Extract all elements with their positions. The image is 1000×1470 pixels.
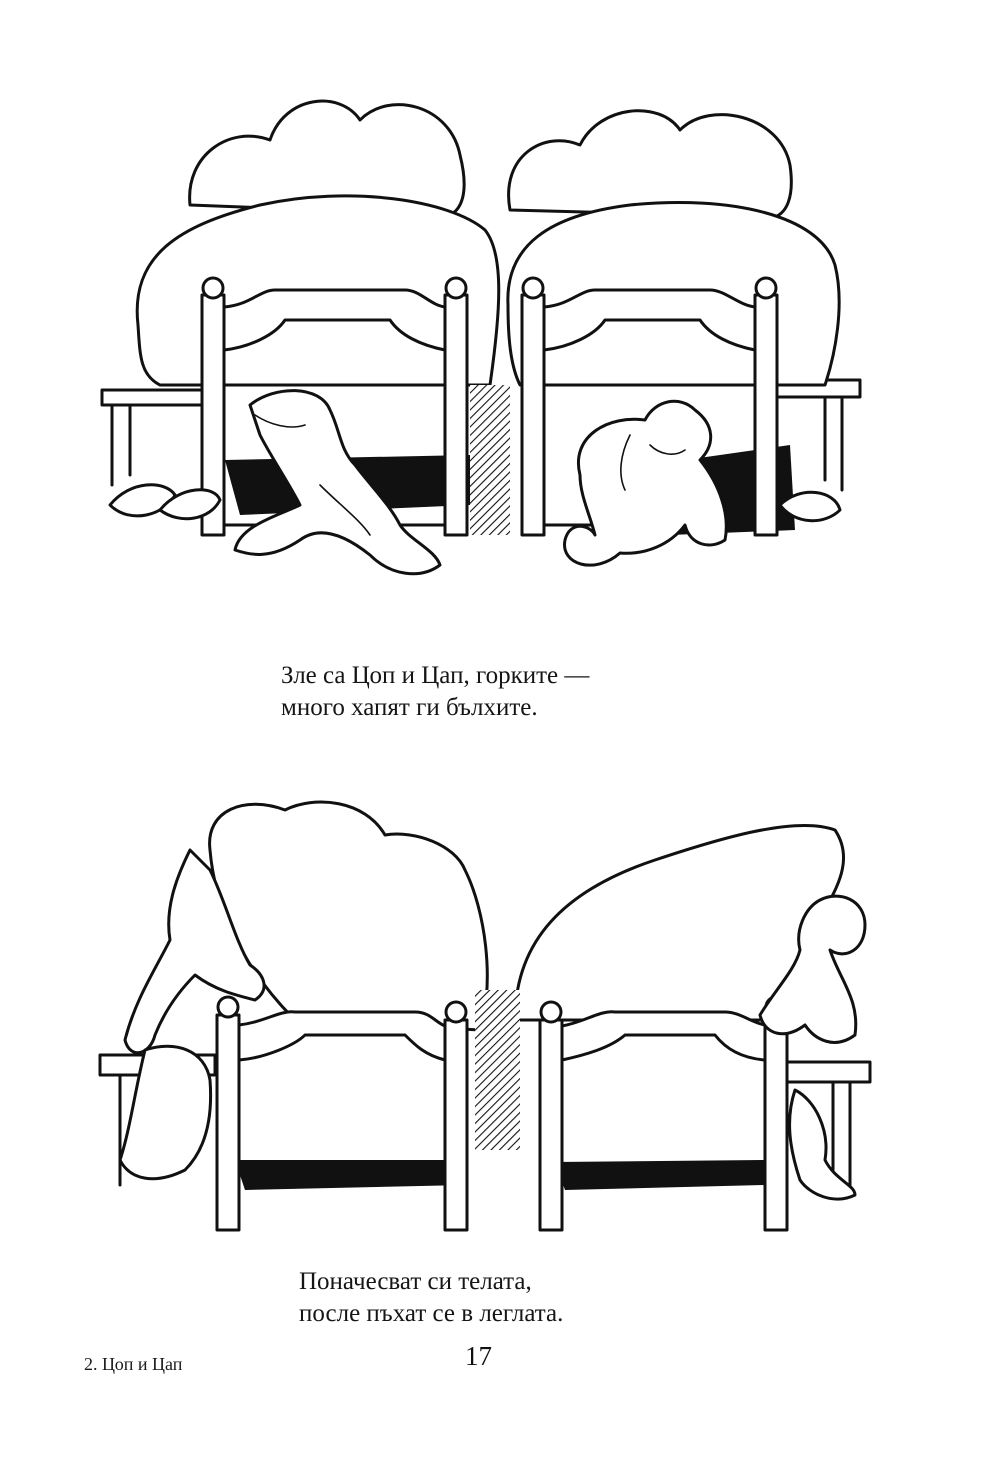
- verse-top-line-1: Зле са Цоп и Цап, горките —: [281, 662, 590, 689]
- illustration-dogs-scratching: [90, 85, 880, 595]
- illustration-dogs-getting-into-beds: [95, 790, 885, 1250]
- verse-top: [281, 660, 589, 724]
- chapter-label: 2. Цоп и Цап: [84, 1354, 183, 1374]
- verse-bottom-line-2: после пъхат се в леглата.: [299, 1300, 564, 1327]
- verse-bottom: [299, 1266, 563, 1330]
- page-number: 17: [465, 1341, 492, 1371]
- verse-top-line-2: много хапят ги бълхите.: [281, 694, 538, 721]
- verse-bottom-line-1: Поначесват си телата,: [299, 1268, 532, 1295]
